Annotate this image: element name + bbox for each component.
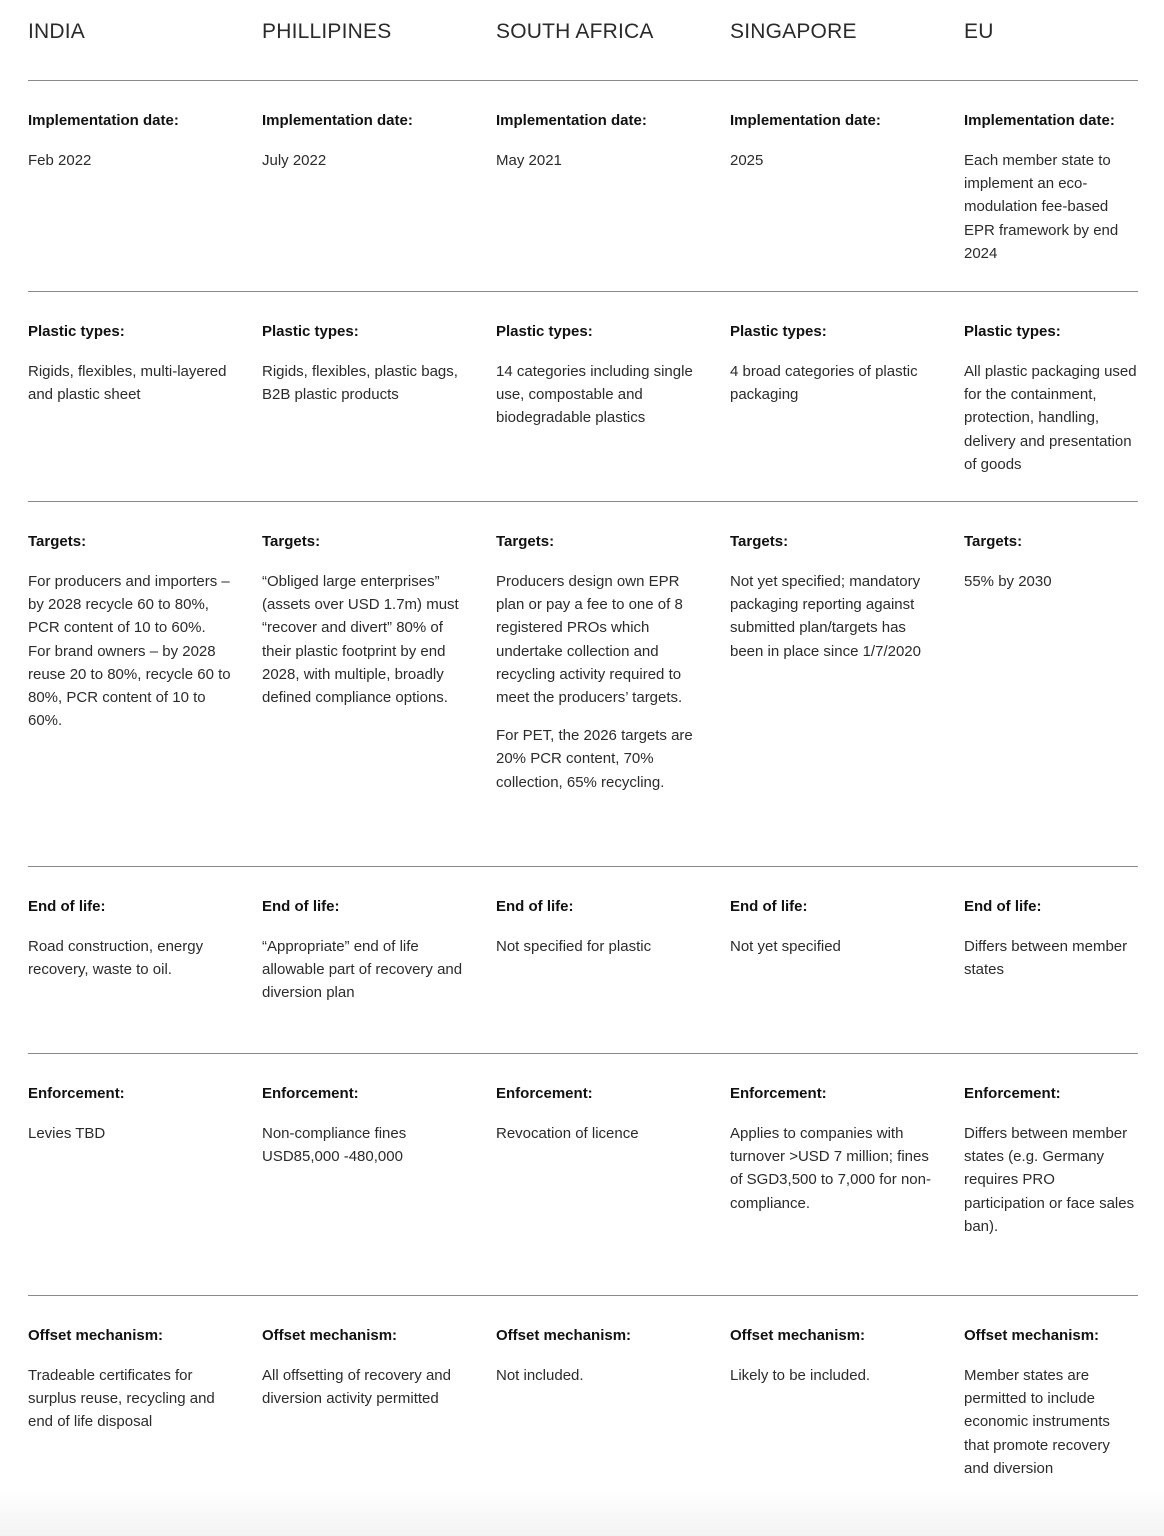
cell-value: “Appropriate” end of life allowable part of recovery and diversion plan: [262, 938, 463, 1002]
cell-value: All offsetting of recovery and diversion activity permitted: [262, 1367, 451, 1408]
cell-india: [28, 111, 262, 291]
cell-singapore: [730, 532, 964, 866]
row-label: Enforcement:: [262, 1085, 359, 1102]
cell-singapore: [730, 897, 964, 1053]
cell-south-africa: [496, 1084, 730, 1295]
row-label: End of life:: [496, 898, 574, 915]
cell-value: Feb 2022: [28, 152, 92, 169]
cell-value-secondary: For PET, the 2026 targets are 20% PCR content, 70% collection, 65% recycling.: [496, 727, 693, 791]
row-label: End of life:: [28, 898, 106, 915]
column-title-eu: EU: [964, 20, 994, 43]
cell-india: [28, 532, 262, 866]
row-label: End of life:: [730, 898, 808, 915]
cell-phillipines: [262, 897, 496, 1053]
row-label: Targets:: [262, 533, 321, 550]
cell-eu: [964, 1084, 1138, 1295]
cell-singapore: [730, 111, 964, 291]
cell-value: Non-compliance fines USD85,000 -480,000: [262, 1125, 407, 1166]
cell-phillipines: [262, 1326, 496, 1536]
cell-value: May 2021: [496, 152, 562, 169]
row-label: Plastic types:: [496, 323, 593, 340]
cell-value: Producers design own EPR plan or pay a fee to one of 8 registered PROs which undertake collection and recycling activity required to meet the producers’ targets.: [496, 573, 683, 707]
cell-value: Each member state to implement an eco-modulation fee-based EPR framework by end 2024: [964, 152, 1119, 262]
row-label: Implementation date:: [262, 112, 413, 129]
cell-value: All plastic packaging used for the containment, protection, handling, delivery and presentation of goods: [964, 363, 1137, 473]
cell-singapore: [730, 1326, 964, 1536]
country-header-row: [28, 0, 1138, 81]
cell-value: July 2022: [262, 152, 327, 169]
cell-value: Not included.: [496, 1367, 584, 1384]
cell-value: 55% by 2030: [964, 573, 1052, 590]
column-title-india: INDIA: [28, 20, 86, 43]
epr-comparison-table: [28, 0, 1138, 1536]
row-label: Offset mechanism:: [730, 1327, 866, 1344]
cell-value: Revocation of licence: [496, 1125, 639, 1142]
cell-south-africa: [496, 1326, 730, 1536]
row-label: Implementation date:: [28, 112, 179, 129]
cell-singapore: [730, 322, 964, 501]
cell-phillipines: [262, 532, 496, 866]
row-label: Plastic types:: [262, 323, 359, 340]
cell-india: [28, 322, 262, 501]
row-end-of-life: [28, 867, 1138, 1054]
cell-phillipines: [262, 111, 496, 291]
cell-south-africa: [496, 322, 730, 501]
row-implementation-date: [28, 81, 1138, 292]
cell-value: Differs between member states: [964, 938, 1128, 979]
row-label: Plastic types:: [28, 323, 125, 340]
row-label: Implementation date:: [730, 112, 881, 129]
cell-phillipines: [262, 1084, 496, 1295]
cell-value: Not specified for plastic: [496, 938, 652, 955]
row-label: Enforcement:: [496, 1085, 593, 1102]
row-label: Targets:: [496, 533, 555, 550]
row-label: Offset mechanism:: [964, 1327, 1100, 1344]
cell-value: 4 broad categories of plastic packaging: [730, 363, 918, 404]
cell-value: 14 categories including single use, compostable and biodegradable plastics: [496, 363, 693, 427]
cell-eu: [964, 897, 1138, 1053]
row-label: Implementation date:: [496, 112, 647, 129]
row-label: Enforcement:: [964, 1085, 1061, 1102]
row-label: Implementation date:: [964, 112, 1115, 129]
row-targets: [28, 502, 1138, 867]
cell-value: Member states are permitted to include economic instruments that promote recovery and diversion: [964, 1367, 1110, 1477]
cell-value: Levies TBD: [28, 1125, 106, 1142]
row-label: Targets:: [28, 533, 87, 550]
cell-value: Not yet specified; mandatory packaging reporting against submitted plan/targets has been in place since 1/7/2020: [730, 573, 921, 660]
row-label: Offset mechanism:: [262, 1327, 398, 1344]
cell-south-africa: [496, 111, 730, 291]
row-label: Enforcement:: [28, 1085, 125, 1102]
cell-india: [28, 897, 262, 1053]
row-enforcement: [28, 1054, 1138, 1296]
cell-value: Applies to companies with turnover >USD 7 million; fines of SGD3,500 to 7,000 for non-compliance.: [730, 1125, 931, 1212]
cell-eu: [964, 111, 1138, 291]
row-label: Offset mechanism:: [28, 1327, 164, 1344]
cell-eu: [964, 322, 1138, 501]
cell-eu: [964, 1326, 1138, 1536]
row-label: Targets:: [964, 533, 1023, 550]
cell-value: Rigids, flexibles, multi-layered and plastic sheet: [28, 363, 227, 404]
cell-value: 2025: [730, 152, 764, 169]
cell-eu: [964, 532, 1138, 866]
row-label: Plastic types:: [730, 323, 827, 340]
cell-value: For producers and importers – by 2028 recycle 60 to 80%, PCR content of 10 to 60%. For brand owners – by 2028 reuse 20 to 80%, recycle 60 to 80%, PCR content of 10 to 60%.: [28, 573, 231, 730]
row-offset-mechanism: [28, 1296, 1138, 1536]
cell-value: Road construction, energy recovery, waste to oil.: [28, 938, 204, 979]
column-title-singapore: SINGAPORE: [730, 20, 857, 43]
row-label: End of life:: [964, 898, 1042, 915]
row-label: Enforcement:: [730, 1085, 827, 1102]
column-title-south-africa: SOUTH AFRICA: [496, 20, 654, 43]
row-plastic-types: [28, 292, 1138, 502]
cell-value: Rigids, flexibles, plastic bags, B2B plastic products: [262, 363, 458, 404]
row-label: Offset mechanism:: [496, 1327, 632, 1344]
cell-value: “Obliged large enterprises” (assets over USD 1.7m) must “recover and divert” 80% of their plastic footprint by end 2028, with multiple, broadly defined compliance options.: [262, 573, 459, 707]
cell-india: [28, 1084, 262, 1295]
column-title-phillipines: PHILLIPINES: [262, 20, 392, 43]
cell-value: Differs between member states (e.g. Germany requires PRO participation or face sales ban).: [964, 1125, 1135, 1235]
cell-singapore: [730, 1084, 964, 1295]
cell-value: Not yet specified: [730, 938, 841, 955]
cell-india: [28, 1326, 262, 1536]
row-label: Targets:: [730, 533, 789, 550]
cell-value: Likely to be included.: [730, 1367, 871, 1384]
cell-value: Tradeable certificates for surplus reuse, recycling and end of life disposal: [28, 1367, 215, 1431]
cell-south-africa: [496, 897, 730, 1053]
cell-south-africa: [496, 532, 730, 866]
cell-phillipines: [262, 322, 496, 501]
row-label: Plastic types:: [964, 323, 1061, 340]
row-label: End of life:: [262, 898, 340, 915]
